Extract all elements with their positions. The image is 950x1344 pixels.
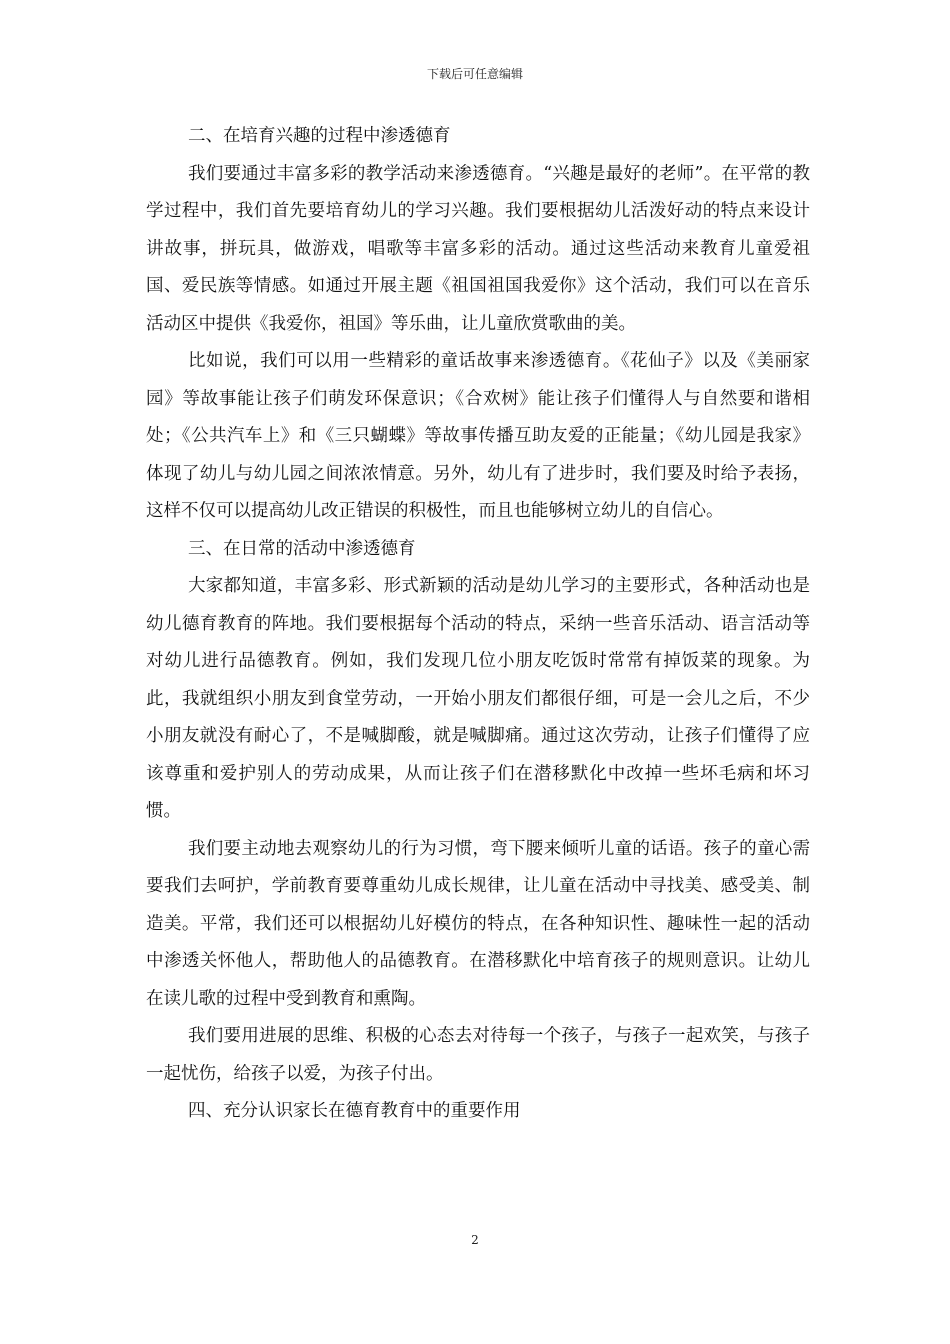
paragraph: 我们要用进展的思维、积极的心态去对待每一个孩子，与孩子一起欢笑，与孩子一起忧伤，给孩子以爱，为孩子付出。 xyxy=(146,1026,810,1084)
page-header-note: 下载后可任意编辑 xyxy=(426,67,523,81)
page-number: 2 xyxy=(471,1233,479,1247)
section-heading-4: 四、充分认识家长在德育教育中的重要作用 xyxy=(188,1101,521,1121)
paragraph: 比如说，我们可以用一些精彩的童话故事来渗透德育。《花仙子》以及《美丽家园》等故事能让孩子们萌发环保意识；《合欢树》能让孩子们懂得人与自然要和谐相处；《公共汽车上》和《三只蝴蝶》等故事传播互助友爱的正能量；《幼儿园是我家》体现了幼儿与幼儿园之间浓浓情意。另外，幼儿有了进步时，我们要及时给予表扬，这样不仅可以提高幼儿改正错误的积极性，而且也能够树立幼儿的自信心。 xyxy=(146,351,810,521)
section-heading-2: 二、在培育兴趣的过程中渗透德育 xyxy=(188,126,451,146)
paragraph: 我们要通过丰富多彩的教学活动来渗透德育。“兴趣是最好的老师”。在平常的教学过程中，我们首先要培育幼儿的学习兴趣。我们要根据幼儿活泼好动的特点来设计讲故事，拼玩具，做游戏，唱歌等丰富多彩的活动。通过这些活动来教育儿童爱祖国、爱民族等情感。如通过开展主题《祖国祖国我爱你》这个活动，我们可以在音乐活动区中提供《我爱你，祖国》等乐曲，让儿童欣赏歌曲的美。 xyxy=(146,163,810,334)
document-body xyxy=(146,118,810,1131)
paragraph: 大家都知道，丰富多彩、形式新颖的活动是幼儿学习的主要形式，各种活动也是幼儿德育教育的阵地。我们要根据每个活动的特点，采纳一些音乐活动、语言活动等对幼儿进行品德教育。例如，我们发现几位小朋友吃饭时常常有掉饭菜的现象。为此，我就组织小朋友到食堂劳动，一开始小朋友们都很仔细，可是一会儿之后，不少小朋友就没有耐心了，不是喊脚酸，就是喊脚痛。通过这次劳动，让孩子们懂得了应该尊重和爱护别人的劳动成果，从而让孩子们在潜移默化中改掉一些坏毛病和坏习惯。 xyxy=(146,576,810,821)
paragraph: 我们要主动地去观察幼儿的行为习惯，弯下腰来倾听儿童的话语。孩子的童心需要我们去呵护，学前教育要尊重幼儿成长规律，让儿童在活动中寻找美、感受美、制造美。平常，我们还可以根据幼儿好模仿的特点，在各种知识性、趣味性一起的活动中渗透关怀他人，帮助他人的品德教育。在潜移默化中培育孩子的规则意识。让幼儿在读儿歌的过程中受到教育和熏陶。 xyxy=(146,838,810,1009)
section-heading-3: 三、在日常的活动中渗透德育 xyxy=(188,538,416,559)
